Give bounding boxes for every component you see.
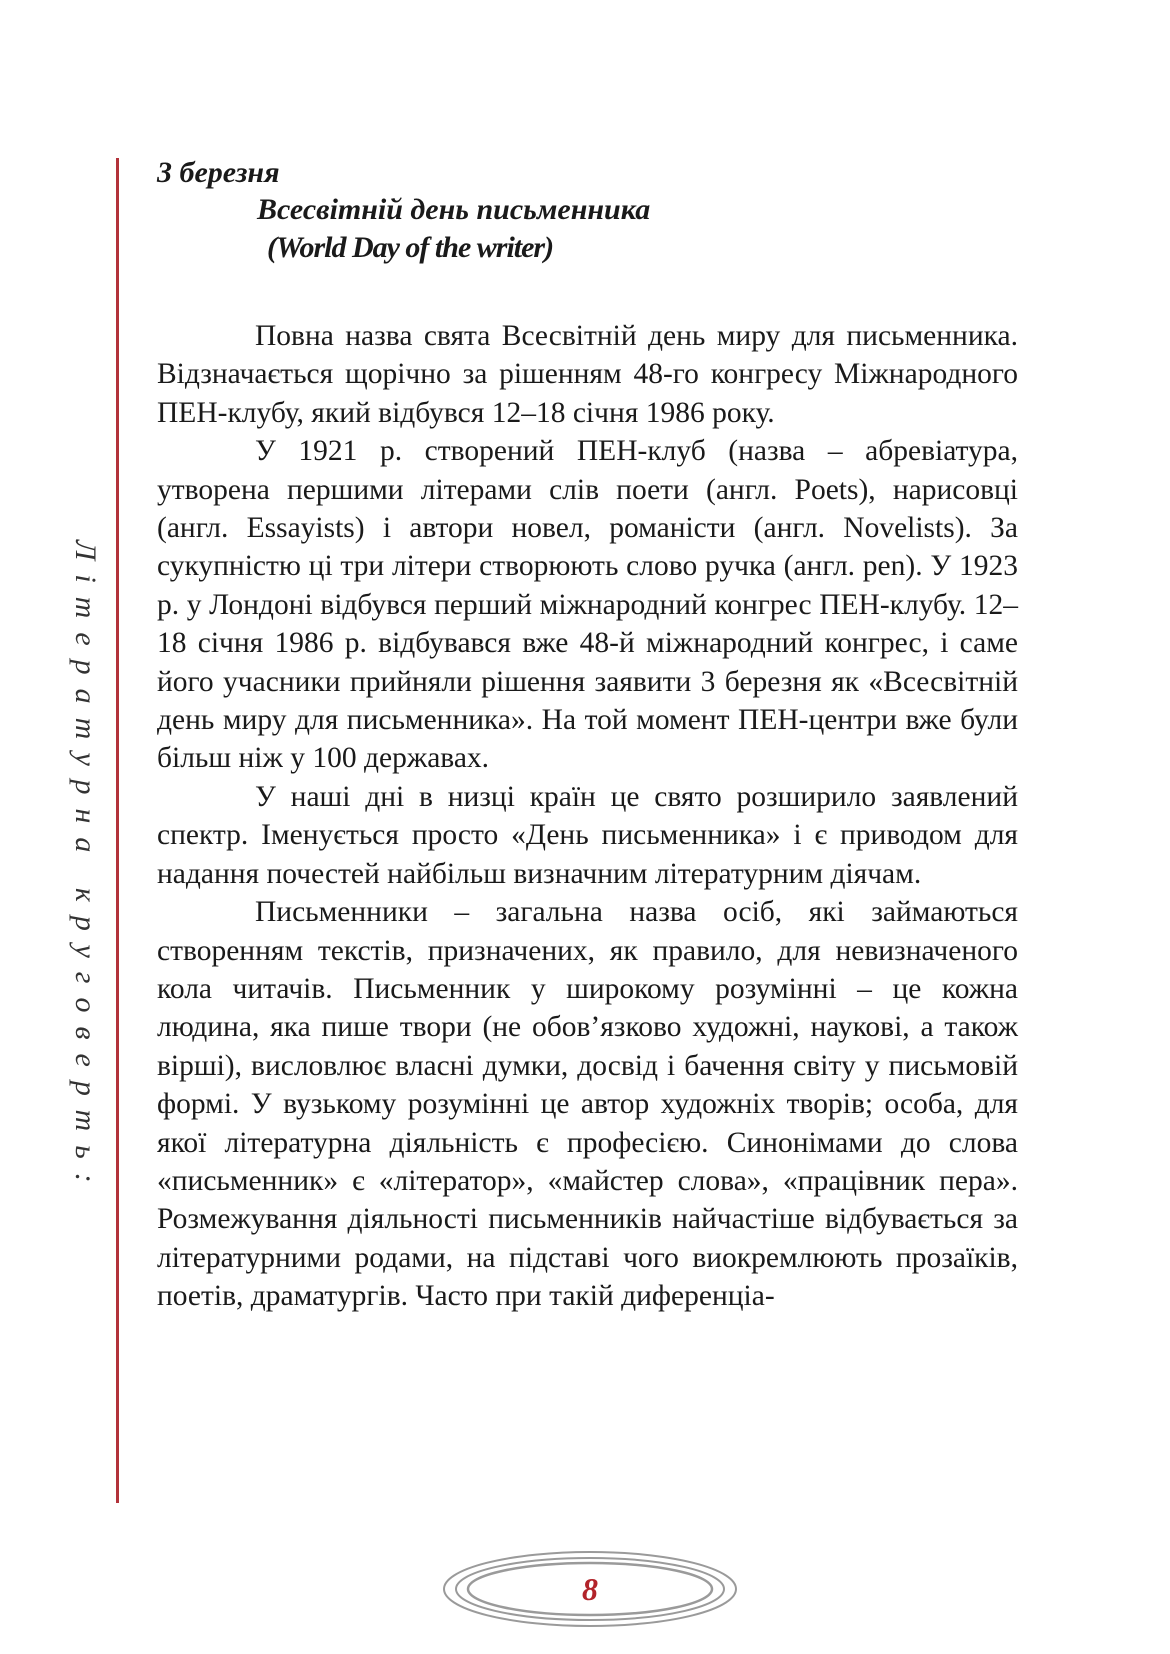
page-content xyxy=(157,155,1018,1316)
running-side-label: Літературна круговерть: xyxy=(69,540,102,1197)
paragraph-2: У 1921 р. створений ПЕН-клуб (назва – абревіатура, утворена першими літерами слів поети (англ. Poets), нарисовці (англ. Essayists) і автори новел, романісти (англ. Novelists). За сукупністю ці три літери створюють слово ручка (англ. pen). У 1923 р. у Лондоні відбувся перший міжнародний конгрес ПЕН-клубу. 12–18 січня 1986 р. відбувався вже 48-й міжнародний конгрес, і саме його учасники прийняли рішення заявити 3 березня як «Всесвітній день миру для письменника». На той момент ПЕН-центри вже були більш ніж у 100 державах. xyxy=(157,435,1018,775)
event-title-english: (World Day of the writer) xyxy=(267,231,554,264)
paragraph-1: Повна назва свята Всесвітній день миру для письменника. Відзначається щорічно за рішенням 48-го конгресу Міжнародного ПЕН-клубу, який відбувся 12–18 січня 1986 року. xyxy=(157,320,1018,429)
page-number-badge xyxy=(440,1548,740,1630)
event-title: Всесвітній день письменника xyxy=(257,193,651,226)
paragraph-3: У наші дні в низці країн це свято розширило заявлений спектр. Іменується просто «День письменника» і є приводом для надання почестей найбільш визначним літературним діячам. xyxy=(157,780,1018,890)
page-number: 8 xyxy=(582,1571,598,1607)
margin-rule xyxy=(116,158,119,1503)
event-date: 3 березня xyxy=(157,156,280,189)
paragraph-4: Письменники – загальна назва осіб, які займаються створенням текстів, призначених, як правило, для невизначеного кола читачів. Письменник у широкому розумінні – це кожна людина, яка пише твори (не обов’язково художні, наукові, а також вірші), висловлює власні думки, досвід і бачення світу у письмовій формі. У вузькому розумінні це автор художніх творів; особа, для якої літературна діяльність є професією. Синонімами до слова «письменник» є «літератор», «майстер слова», «працівник пера». Розмежування діяльності письменників найчастіше відбувається за літературними родами, на підставі чого виокремлюють прозаїків, поетів, драматургів. Часто при такій диференціа- xyxy=(157,896,1018,1313)
